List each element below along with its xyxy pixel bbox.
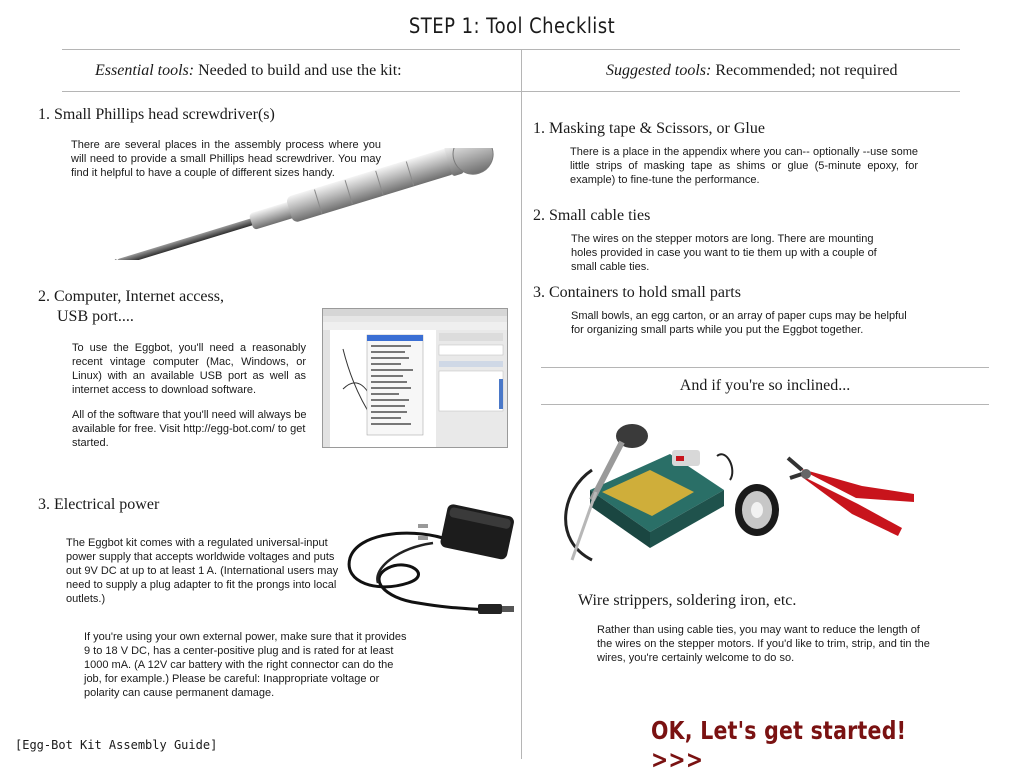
inclined-heading: And if you're so inclined... [679,377,851,394]
masking-text: There is a place in the appendix where you can-- optionally --use some little strips of masking tape as shims or glue (5-minute epoxy, for example) to fine-tune the performance. [570,146,918,186]
computer-heading-line1: 2. Computer, Internet access, [38,288,224,305]
screwdriver-image [88,148,512,260]
left-column-heading [95,62,402,80]
right-column-heading [606,62,898,80]
power-text-1: The Eggbot kit comes with a regulated universal-input power supply that accepts worldwide voltages and puts out 9V DC at up to at least 1 A. (International users may need to supply a plug adapter to fit the prongs into local outlets.) [66,537,339,605]
cable-ties-heading: 2. Small cable ties [533,207,651,224]
left-heading-rest: Needed to build and use the kit: [198,62,402,79]
inclined-rule-top [541,367,989,368]
cable-ties-text: The wires on the stepper motors are long. There are mounting holes provided in case you want to tie them up with a couple of small cable ties. [571,233,877,273]
screwdriver-text: There are several places in the assembly process where you will need to provide a small Phillips head screwdriver. You may find it helpful to have a couple of different sizes handy. [71,139,381,179]
power-heading: 3. Electrical power [38,496,160,513]
get-started-link[interactable]: OK, Let's get started! >>> [651,716,907,774]
power-text-2: If you're using your own external power, make sure that it provides 9 to 18 V DC, has a center-positive plug and is rated for at least 1000 mA. (A 12V car battery with the right connector can do the job, for example.) Please be careful: Inappropriate voltage or polarity can cause permanent damage. [84,631,407,699]
software-screenshot [322,308,508,448]
power-supply-image [338,498,524,620]
computer-heading-line2: USB port.... [57,308,134,325]
title-rule [62,49,960,50]
guide-label: [Egg-Bot Kit Assembly Guide] [15,738,218,752]
extras-text: Rather than using cable ties, you may want to reduce the length of the wires on the stepper motors. If you'd like to trim, strip, and tin the wires, you're certainly welcome to do so. [597,624,930,664]
containers-heading: 3. Containers to hold small parts [533,284,741,301]
right-heading-rest: Recommended; not required [715,62,898,79]
masking-heading: 1. Masking tape & Scissors, or Glue [533,120,765,137]
inclined-rule-bottom [541,404,989,405]
extras-heading: Wire strippers, soldering iron, etc. [578,592,797,609]
screwdriver-heading: 1. Small Phillips head screwdriver(s) [38,106,275,123]
computer-text-1: To use the Eggbot, you'll need a reasonably recent vintage computer (Mac, Windows, or Linux) with an available USB port as well as internet access to download software. [72,342,306,396]
right-heading-em: Suggested tools: [606,62,712,79]
computer-text-2: All of the software that you'll need will always be available for free. Visit http://egg-bot.com/ to get started. [72,409,307,449]
screenshot-image [323,309,507,447]
column-divider [521,49,522,759]
header-rule [62,91,960,92]
page-title: STEP 1: Tool Checklist [408,14,616,38]
left-heading-em: Essential tools: [95,62,195,79]
containers-text: Small bowls, an egg carton, or an array of paper cups may be helpful for organizing small parts while you put the Eggbot together. [571,310,907,336]
tools-image [552,410,922,572]
